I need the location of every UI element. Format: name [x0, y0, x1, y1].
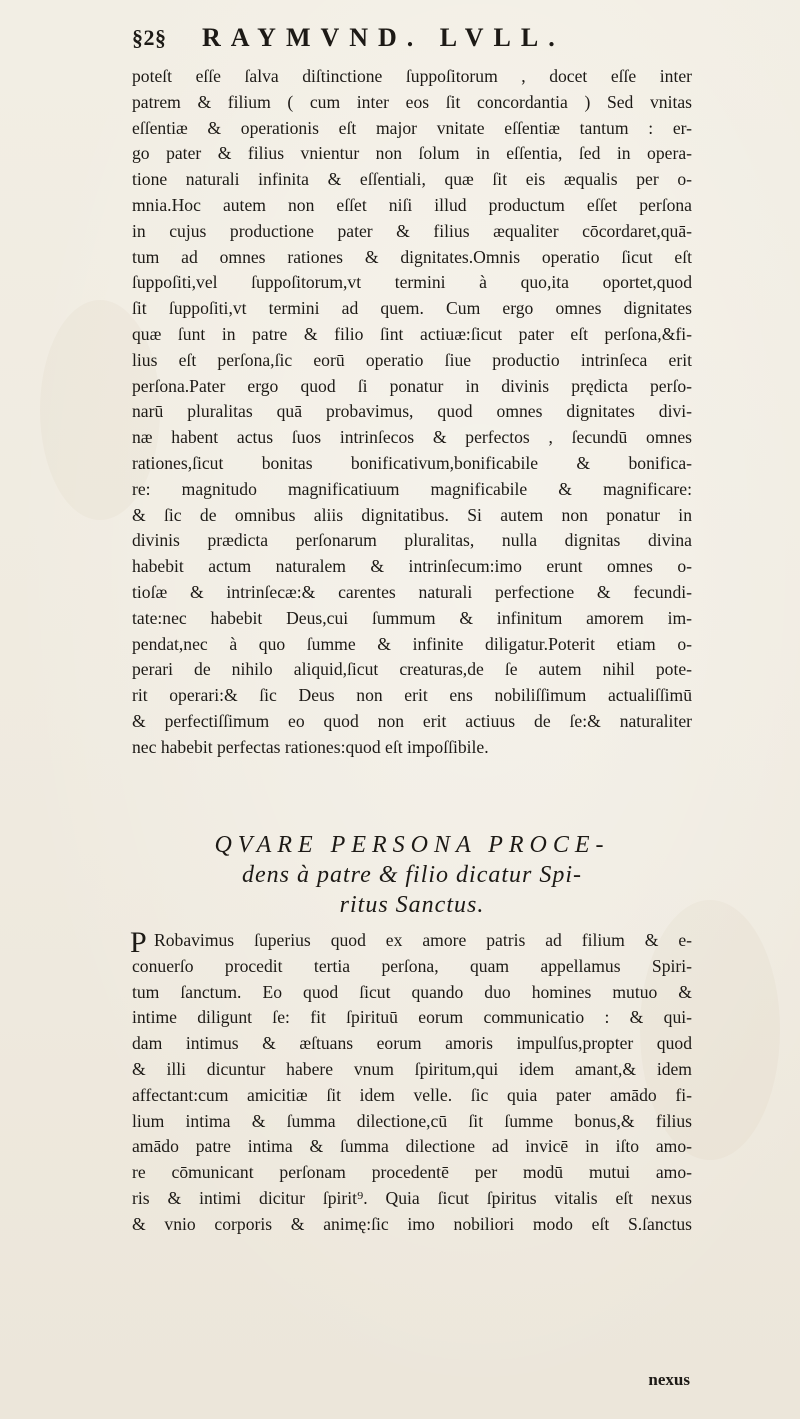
text-line: narū pluralitas quā probavimus, quod omnes dignitates divi-: [132, 401, 692, 422]
text-line: habebit actum naturalem & intrinſecum:imo erunt omnes o-: [132, 556, 692, 577]
text-line: tione naturali infinita & eſſentiali, quæ ſit eis æqualis per o-: [132, 169, 692, 190]
section-title-line-1: QVARE PERSONA PROCE-: [214, 832, 610, 858]
text-line: conuerſo procedit tertia perſona, quam appellamus Spiri-: [132, 955, 692, 976]
text-line: intime diligunt ſe: fit ſpirituū eorum communicatio : & qui-: [132, 1007, 692, 1028]
text-line: pendat,nec à quo ſumme & infinite diligatur.Poterit etiam o-: [132, 633, 692, 654]
text-line: divinis prædicta perſonarum pluralitas, nulla dignitas divina: [132, 530, 692, 551]
text-line: affectant:cum amicitiæ ſit idem velle. ſic quia pater amādo fi-: [132, 1084, 692, 1105]
text-line: re: magnitudo magnificatiuum magnificabile & magnificare:: [132, 478, 692, 499]
text-line: perſona.Pater ergo quod ſi ponatur in divinis prędicta perſo-: [132, 375, 692, 396]
text-line: perari de nihilo aliquid,ſicut creaturas,de ſe autem nihil pote-: [132, 659, 692, 680]
text-line: rationes,ſicut bonitas bonificativum,bonificabile & bonifica-: [132, 452, 692, 473]
text-line: rit operari:& ſic Deus non erit ens nobiliſſimum actualiſſimū: [132, 685, 692, 706]
text-line: nec habebit perfectas rationes:quod eſt impoſſibile.: [132, 736, 489, 757]
text-line: lium intima & ſumma dilectione,cū ſit ſumme bonus,& filius: [132, 1110, 692, 1131]
text-line: ris & intimi dicitur ſpirit⁹. Quia ſicut ſpiritus vitalis eſt nexus: [132, 1187, 692, 1208]
text-line: tum ſanctum. Eo quod ſicut quando duo homines mutuo &: [132, 981, 692, 1002]
text-line: quæ ſunt in patre & filio ſint actiuæ:ſicut pater eſt perſona,&fi-: [132, 323, 692, 344]
page-number: §2§: [132, 25, 167, 50]
text-line: tioſæ & intrinſecæ:& carentes naturali perfectione & fecundi-: [132, 581, 692, 602]
text-line: re cōmunicant perſonam procedentē per modū mutui amo-: [132, 1162, 692, 1183]
drop-cap: P: [130, 926, 147, 959]
text-line: in cujus productione pater & filius æqualiter cōcordaret,quā-: [132, 220, 692, 241]
text-line: & ſic de omnibus aliis dignitatibus. Si autem non ponatur in: [132, 504, 692, 525]
text-line: & perfectiſſimum eo quod non erit actiuus de ſe:& naturaliter: [132, 710, 692, 731]
text-line: lius eſt perſona,ſic eorū operatio ſiue productio intrinſeca erit: [132, 349, 692, 370]
main-text-block: [132, 64, 692, 761]
text-line: & illi dicuntur habere vnum ſpiritum,qui idem amant,& idem: [132, 1058, 692, 1079]
text-line: tum ad omnes rationes & dignitates.Omnis operatio ſicut eſt: [132, 246, 692, 267]
text-line: tate:nec habebit Deus,cui ſummum & infinitum amorem im-: [132, 607, 692, 628]
text-line: go pater & filius vnientur non ſolum in eſſentia, ſed in opera-: [132, 143, 692, 164]
running-head: RAYMVND. LVLL.: [202, 23, 565, 52]
section-title-line-3: ritus Sanctus.: [339, 892, 485, 918]
text-line: dam intimus & æſtuans eorum amoris impulſus,propter quod: [132, 1033, 692, 1054]
text-line: patrem & filium ( cum inter eos ſit concordantia ) Sed vnitas: [132, 91, 692, 112]
page-header: [132, 18, 692, 58]
text-line: eſſentiæ & operationis eſt major vnitate eſſentiæ tantum : er-: [132, 117, 692, 138]
catchword: nexus: [648, 1370, 690, 1389]
text-line: ſuppoſiti,vel ſuppoſitorum,vt termini à quo,ita oportet,quod: [132, 272, 692, 293]
section-title-line-2: dens à patre & filio dicatur Spi-: [241, 862, 583, 888]
second-text-block: [132, 928, 692, 1238]
text-line: Robavimus ſuperius quod ex amore patris ad filium & e-: [154, 930, 692, 950]
text-line: ſit ſuppoſiti,vt termini ad quem. Cum ergo omnes dignitates: [132, 298, 692, 319]
section-title: [132, 830, 692, 920]
text-line: næ habent actus ſuos intrinſecos & perfectos , ſecundū omnes: [132, 427, 692, 448]
text-line: mnia.Hoc autem non eſſet niſi illud productum eſſet perſona: [132, 194, 692, 215]
text-line: & vnio corporis & animę:ſic imo nobiliori modo eſt S.ſanctus: [132, 1213, 692, 1234]
text-line: amādo patre intima & ſumma dilectione ad invicē in iſto amo-: [132, 1136, 692, 1157]
text-line: poteſt eſſe ſalva diſtinctione ſuppoſitorum , docet eſſe inter: [132, 66, 692, 86]
